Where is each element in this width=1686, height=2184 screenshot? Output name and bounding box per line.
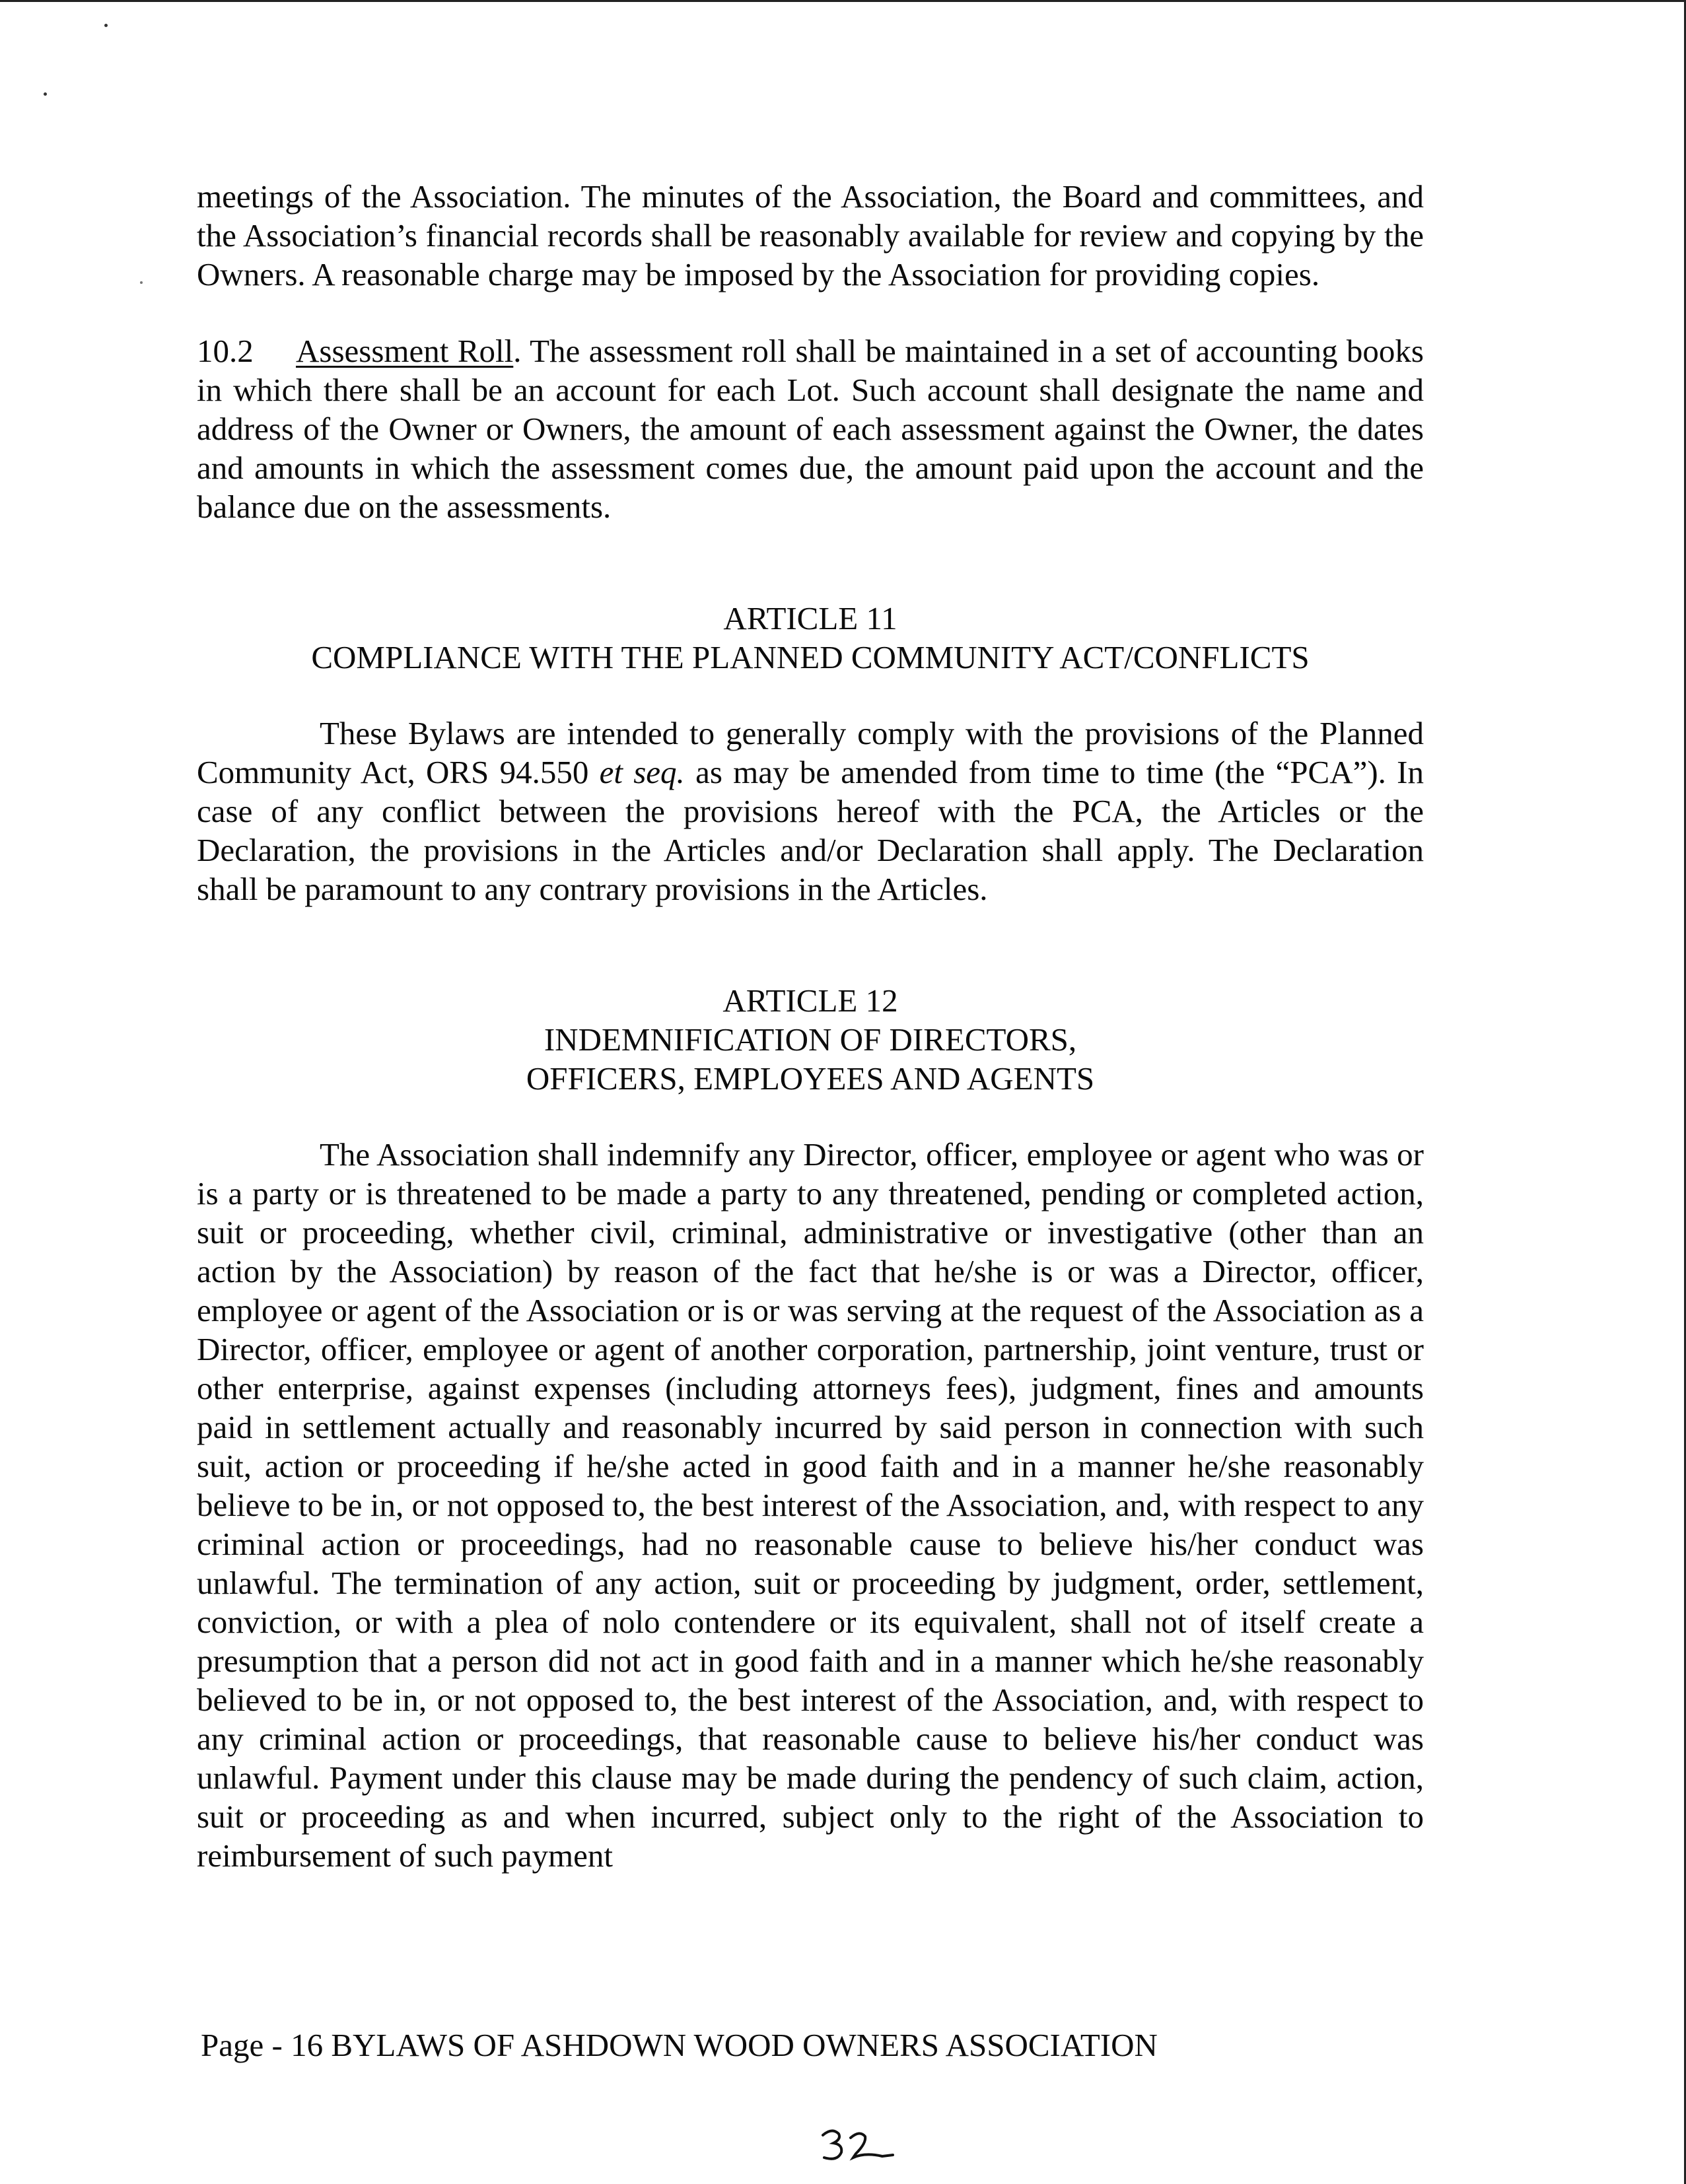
page-footer: Page - 16 BYLAWS OF ASHDOWN WOOD OWNERS ASSOCIATION [201, 2027, 1158, 2063]
article-12-paragraph: The Association shall indemnify any Director, officer, employee or agent who was or is a party or is threatened to be made a party to any threatened, pending or completed action, suit or proceeding, whether civil, criminal, administrative or investigative (other than an action by the Association) by reason of the fact that he/she is or was a Director, officer, employee or agent of the Association or is or was serving at the request of the Association as a Director, officer, employee or agent of another corporation, partnership, joint venture, trust or other enterprise, against expenses (including attorneys fees), judgment, fines and amounts paid in settlement actually and reasonably incurred by said person in connection with such suit, action or proceeding if he/she acted in good faith and in a manner he/she reasonably believe to be in, or not opposed to, the best interest of the Association, and, with respect to any criminal action or proceedings, had no reasonable cause to believe his/her conduct was unlawful. The termination of any action, suit or proceeding by judgment, order, settlement, conviction, or with a plea of nolo contendere or its equivalent, shall not of itself create a presumption that a person did not act in good faith and in a manner which he/she reasonably believed to be in, or not opposed to, the best interest of the Association, and, with respect to any criminal action or proceedings, that reasonable cause to believe his/her conduct was unlawful. Payment under this clause may be made during the pendency of such claim, action, suit or proceeding as and when incurred, subject only to the right of the Association to reimbursement of such payment [197, 1136, 1424, 1874]
article-text: as may be amended from time to time (the “PCA”). In case of any conflict between the provisions hereof with the PCA, the Articles or the Declaration, the provisions in the Articles and/or Declaration shall apply. The Declaration shall be paramount to any contrary provisions in the Articles. [197, 754, 1424, 907]
article-subtitle: INDEMNIFICATION OF DIRECTORS, [544, 1021, 1077, 1058]
article-12-heading [197, 981, 1424, 1098]
article-11-heading [197, 599, 1424, 677]
scan-border-top [0, 0, 1686, 2]
section-title: Assessment Roll [296, 333, 514, 369]
article-title: ARTICLE 11 [723, 600, 897, 636]
scan-speck [104, 24, 108, 27]
section-10-2-paragraph [197, 331, 1424, 526]
article-subtitle: COMPLIANCE WITH THE PLANNED COMMUNITY ACT/CONFLICTS [311, 639, 1310, 675]
article-text: These Bylaws are intended to generally comply with the provisions of the Planned Community Act, ORS 94.550 [197, 715, 1424, 790]
handwritten-page-number [819, 2126, 898, 2166]
section-number: 10.2 [197, 333, 254, 369]
scan-speck [44, 92, 47, 96]
continuation-paragraph: meetings of the Association. The minutes of the Association, the Board and committees, and the Association’s financial records shall be reasonably available for review and copying by the Owners. A reasonable charge may be imposed by the Association for providing copies. [197, 178, 1424, 292]
section-text: . The assessment roll shall be maintained in a set of accounting books in which there shall be an account for each Lot. Such account shall designate the name and address of the Owner or Owners, the amount of each assessment against the Owner, the dates and amounts in which the assessment comes due, the amount paid upon the account and the balance due on the assessments. [197, 333, 1424, 525]
document-body [197, 177, 1424, 1875]
article-11-paragraph [197, 714, 1424, 908]
article-subtitle: OFFICERS, EMPLOYEES AND AGENTS [526, 1060, 1095, 1097]
article-text-italic: et seq. [599, 754, 685, 790]
article-title: ARTICLE 12 [722, 982, 898, 1019]
scan-speck [140, 281, 143, 284]
